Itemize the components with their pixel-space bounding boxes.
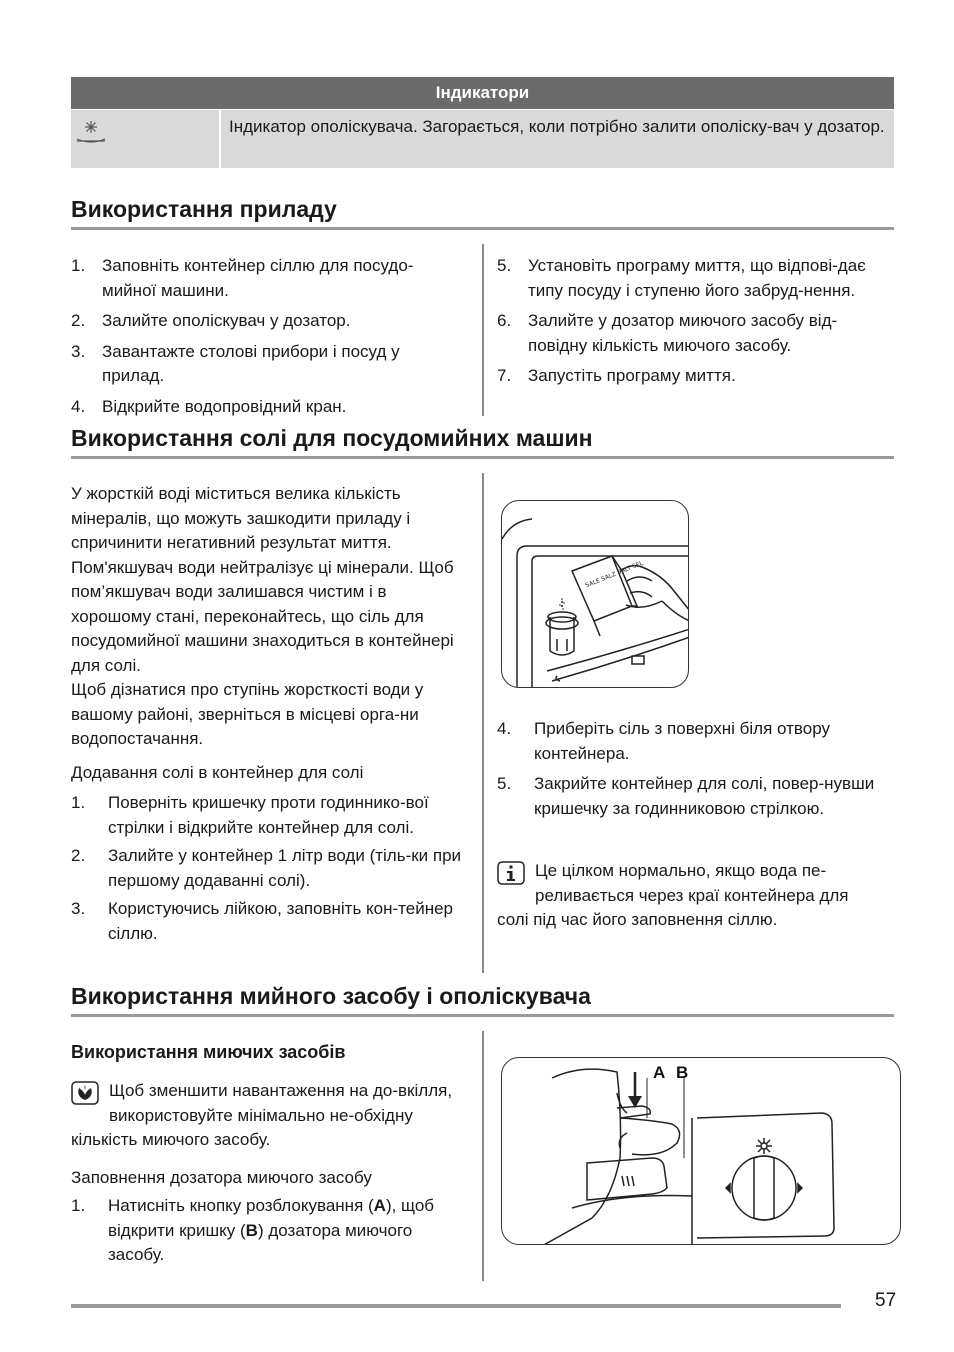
salt-illustration-drawing bbox=[502, 501, 689, 688]
list-item: 3. Користуючись лійкою, заповніть кон-тейнер сіллю. bbox=[71, 899, 454, 943]
environment-leaf-icon bbox=[71, 1081, 99, 1105]
list-item: 2. Залийте у контейнер 1 літр води (тіль-ки при першому додаванні солі). bbox=[71, 846, 462, 890]
section-title-detergent-rinse: Використання мийного засобу і ополіскувача bbox=[71, 983, 894, 1017]
salt-intro-paragraph: У жорсткій воді міститься велика кількість мінералів, що можуть зашкодити приладу і спричинити негативний результат миття. Пом'якшувач води нейтралізує ці мінерали. Щоб пом’якшувач води залишався чистим і в хорошому стані, переконайтесь, що сіль для посудомийної машини знаходиться в контейнері для солі. bbox=[71, 484, 454, 675]
list-item: 2. Залийте ополіскувач у дозатор. bbox=[71, 311, 351, 330]
section-title-using-appliance: Використання приладу bbox=[71, 196, 894, 230]
list-item: 5. Закрийте контейнер для солі, повер-нувши кришечку за годинниковою стрілкою. bbox=[497, 774, 875, 818]
salt-hardness-paragraph: Щоб дізнатися про ступінь жорсткості води у вашому районі, зверніться в місцеві орга-ни водопостачання. bbox=[71, 680, 424, 748]
steps-list-right bbox=[497, 254, 894, 395]
detergent-subheading: Використання миючих засобів bbox=[71, 1042, 346, 1062]
column-divider bbox=[482, 1031, 484, 1281]
steps-list-left bbox=[71, 254, 466, 425]
section-title-using-salt: Використання солі для посудомийних машин bbox=[71, 425, 894, 459]
indicator-row bbox=[71, 110, 894, 168]
column-divider bbox=[482, 473, 484, 973]
salt-steps-left bbox=[71, 791, 469, 952]
list-item: 1. Заповніть контейнер сіллю для посудо-мийної машини. bbox=[71, 256, 414, 300]
list-item: 6. Залийте у дозатор миючого засобу від-повідну кількість миючого засобу. bbox=[497, 311, 838, 355]
indicator-icon-cell bbox=[71, 110, 221, 168]
rinse-aid-indicator-icon bbox=[74, 118, 108, 146]
step-text: Натисніть кнопку розблокування (A), щоб відкрити кришку (B) дозатора миючого засобу. bbox=[108, 1196, 435, 1264]
salt-container-illustration bbox=[501, 500, 689, 688]
info-icon bbox=[497, 861, 525, 885]
detergent-dispenser-illustration bbox=[501, 1057, 901, 1245]
list-item: 5. Установіть програму миття, що відпові-дає типу посуду і ступеню його забруд-нення. bbox=[497, 256, 866, 300]
label-b: B bbox=[676, 1063, 689, 1082]
indicator-table bbox=[71, 77, 894, 168]
column-divider bbox=[482, 244, 484, 416]
list-item: 3. Завантажте столові прибори і посуд у прилад. bbox=[71, 341, 400, 385]
list-item: 4. Відкрийте водопровідний кран. bbox=[71, 396, 347, 416]
page-number: 57 bbox=[875, 1290, 897, 1311]
indicator-description: Індикатор ополіскувача. Загорається, коли потрібно залити ополіску-вач у дозатор. bbox=[229, 117, 885, 136]
list-item: 7. Запустіть програму миття. bbox=[497, 366, 736, 385]
info-note-text: Це цілком нормально, якщо вода пе-реливається через краї контейнера для солі під час його заповнення сіллю. bbox=[497, 861, 849, 929]
salt-subheading: Додавання солі в контейнер для солі bbox=[71, 763, 364, 782]
indicator-table-header: Індикатори bbox=[71, 77, 894, 109]
detergent-fill-heading: Заповнення дозатора миючого засобу bbox=[71, 1168, 372, 1187]
list-item: 4. Приберіть сіль з поверхні біля отвору контейнера. bbox=[497, 719, 830, 763]
detergent-step bbox=[71, 1194, 467, 1268]
salt-steps-right bbox=[497, 717, 894, 827]
environment-note bbox=[71, 1079, 467, 1153]
footer-rule bbox=[71, 1304, 841, 1308]
dispenser-illustration-drawing bbox=[502, 1058, 901, 1245]
salt-box-label: SALE SALZ SALT SEL bbox=[584, 559, 645, 590]
label-a: A bbox=[653, 1063, 666, 1082]
step-number: 1. bbox=[71, 1196, 86, 1215]
environment-note-text: Щоб зменшити навантаження на до-вкілля, використовуйте мінімально не-обхідну кількість миючого засобу. bbox=[71, 1081, 453, 1149]
list-item: 1. Поверніть кришечку проти годиннико-вої стрілки і відкрийте контейнер для солі. bbox=[71, 793, 429, 837]
info-note bbox=[497, 859, 877, 933]
